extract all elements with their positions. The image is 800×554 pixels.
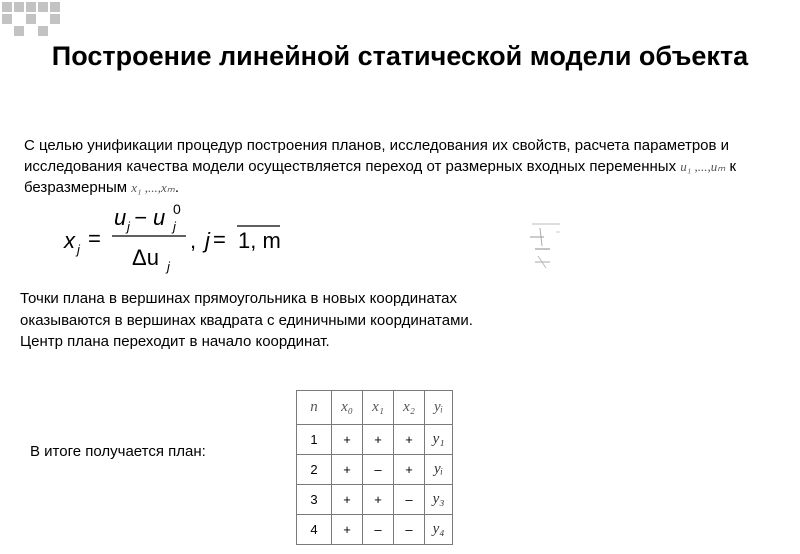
col-header-x1: x₁ [363, 391, 394, 425]
cell-x1: – [363, 515, 394, 545]
formula-num-u: u [114, 205, 127, 230]
cell-y: yᵢ [425, 455, 453, 485]
faint-formula-fragment [520, 218, 570, 273]
cell-x2: + [394, 455, 425, 485]
cell-x0: + [332, 425, 363, 455]
table-row [297, 485, 453, 515]
cell-x1: – [363, 455, 394, 485]
table-row [297, 455, 453, 485]
formula-range: 1, m [238, 228, 281, 253]
cell-n: 1 [297, 425, 332, 455]
table-row [297, 425, 453, 455]
table-row [297, 515, 453, 545]
cell-n: 3 [297, 485, 332, 515]
col-header-y: yᵢ [425, 391, 453, 425]
cell-n: 4 [297, 515, 332, 545]
slide-title: Построение линейной статической модели объекта [51, 41, 749, 71]
formula-den: Δu [132, 245, 159, 270]
formula-comma: , [190, 228, 197, 253]
cell-n: 2 [297, 455, 332, 485]
cell-x1: + [363, 425, 394, 455]
cell-y: y₃ [425, 485, 453, 515]
normalization-formula [62, 200, 322, 275]
formula-j: j [205, 228, 210, 253]
formula-den-sub: j [167, 259, 170, 274]
intro-mid: к безразмерным [24, 158, 737, 196]
intro-end: . [174, 179, 180, 196]
intro-vars-u: u₁ ,...,uₘ [680, 159, 726, 174]
cell-x0: + [332, 515, 363, 545]
col-header-x2: x₂ [394, 391, 425, 425]
cell-x2: + [394, 425, 425, 455]
formula-num-minus: − u [134, 205, 166, 230]
cell-y: y₁ [425, 425, 453, 455]
intro-paragraph [24, 135, 784, 198]
formula-lhs: x [64, 228, 75, 253]
plan-table [296, 390, 453, 545]
intro-text: С целью унификации процедур построения планов, исследования их свойств, расчета параметров и исследования качества модели осуществляется переход от размерных входных переменных [24, 137, 730, 175]
intro-vars-x: x₁ ,...,xₘ [131, 180, 175, 195]
cell-x0: + [332, 485, 363, 515]
formula-eq: = [88, 226, 101, 251]
result-label: В итоге получается план: [30, 443, 206, 460]
col-header-x0: x₀ [332, 391, 363, 425]
formula-num-sub: j [127, 219, 130, 234]
col-header-n: n [297, 391, 332, 425]
cell-y: y₄ [425, 515, 453, 545]
cell-x2: – [394, 515, 425, 545]
plan-table-header [297, 391, 453, 425]
cell-x0: + [332, 455, 363, 485]
formula-num-sup: 0 [173, 201, 181, 217]
cell-x1: + [363, 485, 394, 515]
cell-x2: – [394, 485, 425, 515]
formula-lhs-sub: j [77, 242, 80, 257]
plan-points-paragraph: Точки плана в вершинах прямоугольника в новых координатах оказываются в вершинах квадрата с единичными координатами. Центр плана переходит в начало координат. [20, 290, 473, 350]
formula-num-sub2: j [173, 219, 176, 234]
formula-j-eq: = [213, 227, 226, 252]
